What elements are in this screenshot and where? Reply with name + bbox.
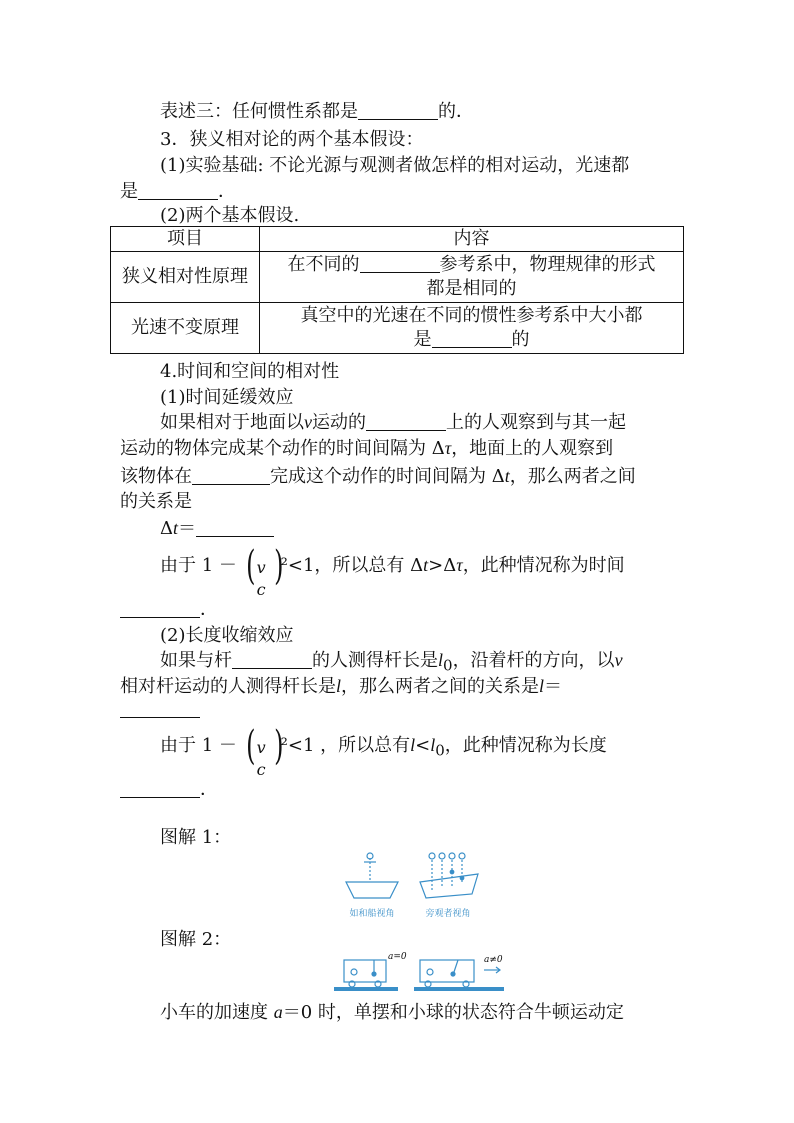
velocity-ratio-fraction: ( v c )	[245, 723, 284, 779]
person-icon	[429, 853, 435, 859]
table-cell-content: 真空中的光速在不同的惯性参考系中大小都 是 的	[260, 303, 684, 354]
experiment-basis-cont: 是 ．	[120, 181, 236, 202]
time-dilation-text-2: 运动的物体完成某个动作的时间间隔为 Δτ，地面上的人观察到	[120, 438, 614, 459]
person-icon	[439, 853, 445, 859]
answer-blank[interactable]	[432, 329, 512, 348]
table-cell-content: 在不同的 参考系中，物理规律的形式 都是相同的	[260, 252, 684, 303]
length-contraction-text-2: 相对杆运动的人测得杆长是l，那么两者之间的关系是l＝	[120, 676, 563, 697]
time-dilation-condition: 由于 1 － ( v c ) ²<1，所以总有 Δt>Δτ，此种情况称为时间	[160, 543, 625, 599]
answer-blank[interactable]	[120, 699, 200, 718]
time-dilation-formula: Δt＝	[160, 516, 274, 541]
table-header-item: 项目	[111, 227, 260, 252]
answer-blank[interactable]	[232, 650, 312, 669]
section-4-title: 4.时间和空间的相对性	[160, 361, 340, 382]
table-header-content: 内容	[260, 227, 684, 252]
length-contraction-title: (2)长度收缩效应	[160, 625, 294, 646]
answer-blank[interactable]	[120, 779, 200, 798]
table-cell-item: 狭义相对性原理	[111, 252, 260, 303]
answer-blank[interactable]	[120, 599, 200, 618]
cart-at-rest	[334, 960, 398, 991]
statement-three: 表述三：任何惯性系都是 的．	[160, 101, 474, 122]
figure-2-label: 图解 2：	[160, 929, 232, 950]
length-contraction-condition: 由于 1 － ( v c ) ²<1 ，所以总有$l<l_0$，此种情况称为长度	[160, 723, 607, 779]
ground-bar	[414, 987, 504, 991]
figure-1-label: 图解 1：	[160, 827, 232, 848]
figure-2-acc-left: a=0	[388, 952, 407, 962]
figure-2-acc-right: a≠0	[484, 955, 503, 965]
answer-blank[interactable]	[360, 254, 440, 273]
two-postulates-title: (2)两个基本假设.	[160, 205, 300, 226]
length-contraction-blank	[120, 698, 200, 722]
length-contraction-blank-line: ．	[120, 778, 218, 802]
cart-body-icon	[420, 960, 474, 982]
boat-hull-icon	[420, 874, 478, 898]
pendulum-bob-icon	[451, 972, 455, 976]
time-dilation-blank-line: ．	[120, 598, 218, 622]
final-paragraph: 小车的加速度 a＝0 时，单摆和小球的状态符合牛顿运动定	[160, 1002, 624, 1023]
figure-1-caption-right: 旁观者视角	[425, 909, 471, 919]
answer-blank[interactable]	[138, 181, 218, 200]
pendulum-bob-icon	[372, 972, 376, 976]
person-icon	[449, 853, 455, 859]
boat-frame-view	[346, 853, 398, 898]
time-dilation-text-3: 该物体在 完成这个动作的时间间隔为 Δt，那么两者之间	[120, 466, 636, 487]
figure-1-boat-diagram	[340, 848, 490, 920]
table-row	[111, 303, 684, 354]
length-contraction-text-1: 如果与杆 的人测得杆长是$l_0$，沿着杆的方向，以v	[160, 650, 623, 675]
cart-body-icon	[344, 960, 386, 982]
figure-1-caption-left: 如和船视角	[349, 909, 395, 919]
table-row	[111, 252, 684, 303]
time-dilation-title: (1)时间延缓效应	[160, 387, 294, 408]
figure-2-cart-diagram	[334, 950, 510, 994]
postulates-table	[110, 226, 684, 354]
time-dilation-text-1: 如果相对于地面以v运动的 上的人观察到与其一起	[160, 412, 626, 433]
experiment-basis: (1)实验基础: 不论光源与观测者做怎样的相对运动，光速都	[160, 155, 630, 176]
ball-icon	[351, 969, 357, 975]
answer-blank[interactable]	[358, 101, 438, 120]
answer-blank[interactable]	[196, 518, 274, 537]
heading-postulates: 3．狭义相对论的两个基本假设：	[160, 129, 424, 150]
table-cell-item: 光速不变原理	[111, 303, 260, 354]
ground-bar	[334, 987, 398, 991]
time-dilation-text-4: 的关系是	[120, 491, 192, 512]
answer-blank[interactable]	[192, 466, 270, 485]
velocity-ratio-fraction: ( v c )	[245, 543, 284, 599]
answer-blank[interactable]	[366, 412, 446, 431]
person-icon	[459, 853, 465, 859]
boat-hull-icon	[346, 882, 398, 898]
observer-view	[420, 853, 478, 898]
ball-icon	[427, 969, 433, 975]
